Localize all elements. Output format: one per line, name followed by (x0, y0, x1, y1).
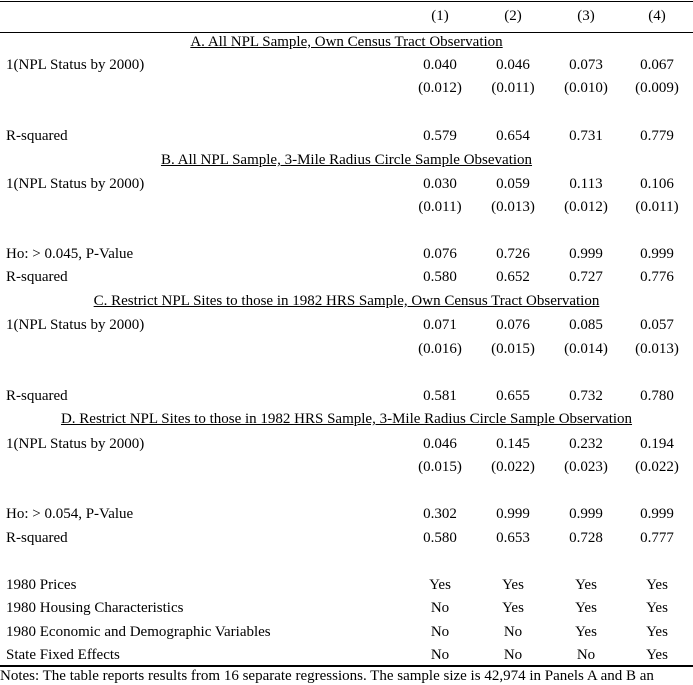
r2-cell: 0.654 (496, 128, 530, 144)
se-cell: (0.015) (418, 459, 462, 475)
top-rule (0, 1, 693, 2)
row-label: R-squared (6, 388, 68, 404)
r2-cell: 0.728 (569, 530, 603, 546)
table-notes: Notes: The table reports results from 16 separate regressions. The sample size is 42,974 in Panels A and B an (0, 668, 654, 684)
se-cell: (0.022) (635, 459, 679, 475)
panel-a-r2-row (0, 128, 693, 151)
se-cell: (0.012) (564, 199, 608, 215)
panel-a-se-row (0, 80, 693, 103)
row-label: 1(NPL Status by 2000) (6, 57, 145, 73)
control-cell: No (430, 600, 450, 616)
se-cell: (0.014) (564, 341, 608, 357)
column-header: (4) (648, 8, 666, 24)
pvalue-cell: 0.999 (640, 246, 674, 262)
se-cell: (0.013) (635, 341, 679, 357)
pvalue-cell: 0.726 (496, 246, 530, 262)
row-label: Ho: > 0.045, P-Value (6, 246, 134, 262)
control-cell: No (430, 647, 450, 663)
control-cell: Yes (575, 624, 597, 640)
row-label: Ho: > 0.054, P-Value (6, 506, 134, 522)
se-cell: (0.011) (418, 199, 462, 215)
se-cell: (0.022) (491, 459, 535, 475)
row-label: R-squared (6, 530, 68, 546)
coef-cell: 0.030 (423, 176, 457, 192)
row-label: 1(NPL Status by 2000) (6, 317, 145, 333)
control-cell: Yes (575, 600, 597, 616)
panel-c-r2-row (0, 388, 693, 411)
control-cell: Yes (575, 577, 597, 593)
se-cell: (0.009) (635, 80, 679, 96)
control-cell: Yes (646, 647, 668, 663)
coef-cell: 0.232 (569, 436, 603, 452)
coef-cell: 0.040 (423, 57, 457, 73)
coef-cell: 0.106 (640, 176, 674, 192)
panel-b-r2-row (0, 269, 693, 292)
control-cell: No (576, 647, 596, 663)
panel-b-title: B. All NPL Sample, 3-Mile Radius Circle Sample Obsevation (160, 152, 533, 168)
panel-b-se-row (0, 199, 693, 222)
panel-b-coef-row (0, 176, 693, 199)
coef-cell: 0.046 (423, 436, 457, 452)
header-rule (0, 32, 693, 33)
row-label: 1(NPL Status by 2000) (6, 436, 145, 452)
row-label: 1980 Housing Characteristics (6, 600, 184, 616)
control-cell: No (503, 624, 523, 640)
coef-cell: 0.059 (496, 176, 530, 192)
se-cell: (0.012) (418, 80, 462, 96)
control-cell: Yes (646, 577, 668, 593)
row-label: R-squared (6, 269, 68, 285)
se-cell: (0.016) (418, 341, 462, 357)
pvalue-cell: 0.999 (569, 506, 603, 522)
control-row-economic (0, 624, 693, 647)
coef-cell: 0.057 (640, 317, 674, 333)
r2-cell: 0.779 (640, 128, 674, 144)
control-cell: Yes (646, 600, 668, 616)
r2-cell: 0.652 (496, 269, 530, 285)
column-header-row (0, 8, 693, 31)
r2-cell: 0.580 (423, 269, 457, 285)
panel-d-ho-row (0, 506, 693, 529)
r2-cell: 0.580 (423, 530, 457, 546)
panel-d-se-row (0, 459, 693, 482)
se-cell: (0.010) (564, 80, 608, 96)
panel-d-r2-row (0, 530, 693, 553)
r2-cell: 0.727 (569, 269, 603, 285)
control-cell: Yes (646, 624, 668, 640)
coef-cell: 0.073 (569, 57, 603, 73)
panel-a-coef-row (0, 57, 693, 80)
control-cell: No (503, 647, 523, 663)
coef-cell: 0.194 (640, 436, 674, 452)
control-row-prices (0, 577, 693, 600)
column-header: (3) (577, 8, 595, 24)
row-label: 1980 Prices (6, 577, 77, 593)
panel-c-coef-row (0, 317, 693, 340)
row-label: State Fixed Effects (6, 647, 120, 663)
r2-cell: 0.581 (423, 388, 457, 404)
pvalue-cell: 0.999 (640, 506, 674, 522)
coef-cell: 0.076 (496, 317, 530, 333)
r2-cell: 0.732 (569, 388, 603, 404)
se-cell: (0.011) (491, 80, 535, 96)
r2-cell: 0.655 (496, 388, 530, 404)
panel-c-se-row (0, 341, 693, 364)
pvalue-cell: 0.302 (423, 506, 457, 522)
control-cell: No (430, 624, 450, 640)
control-row-housing (0, 600, 693, 623)
panel-a-title: A. All NPL Sample, Own Census Tract Observation (190, 34, 503, 50)
coef-cell: 0.071 (423, 317, 457, 333)
row-label: 1980 Economic and Demographic Variables (6, 624, 271, 640)
control-cell: Yes (429, 577, 451, 593)
coef-cell: 0.067 (640, 57, 674, 73)
coef-cell: 0.085 (569, 317, 603, 333)
r2-cell: 0.731 (569, 128, 603, 144)
panel-d-coef-row (0, 436, 693, 459)
panel-b-ho-row (0, 246, 693, 269)
column-header: (1) (431, 8, 449, 24)
control-cell: Yes (502, 600, 524, 616)
panel-d-title: D. Restrict NPL Sites to those in 1982 HRS Sample, 3-Mile Radius Circle Sample Observation (60, 411, 633, 427)
panel-c-title: C. Restrict NPL Sites to those in 1982 HRS Sample, Own Census Tract Observation (93, 293, 600, 309)
pvalue-cell: 0.999 (569, 246, 603, 262)
se-cell: (0.023) (564, 459, 608, 475)
r2-cell: 0.777 (640, 530, 674, 546)
coef-cell: 0.046 (496, 57, 530, 73)
column-header: (2) (504, 8, 522, 24)
r2-cell: 0.776 (640, 269, 674, 285)
se-cell: (0.013) (491, 199, 535, 215)
control-cell: Yes (502, 577, 524, 593)
r2-cell: 0.579 (423, 128, 457, 144)
bottom-rule (0, 665, 693, 667)
r2-cell: 0.653 (496, 530, 530, 546)
se-cell: (0.015) (491, 341, 535, 357)
row-label: R-squared (6, 128, 68, 144)
coef-cell: 0.145 (496, 436, 530, 452)
pvalue-cell: 0.999 (496, 506, 530, 522)
r2-cell: 0.780 (640, 388, 674, 404)
pvalue-cell: 0.076 (423, 246, 457, 262)
se-cell: (0.011) (635, 199, 679, 215)
row-label: 1(NPL Status by 2000) (6, 176, 145, 192)
coef-cell: 0.113 (569, 176, 603, 192)
